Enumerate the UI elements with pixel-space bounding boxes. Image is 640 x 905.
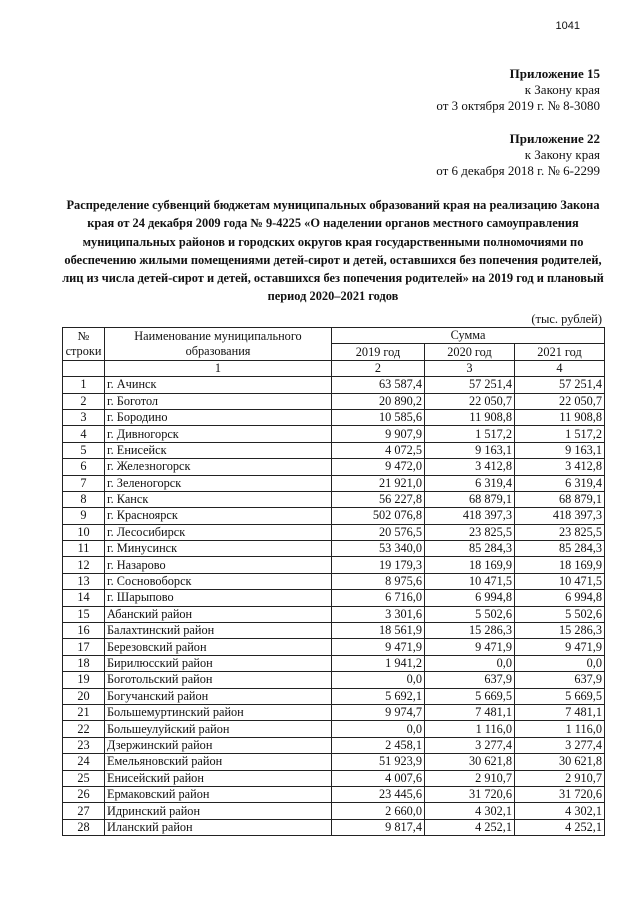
sum-2021-cell: 11 908,8: [515, 409, 605, 425]
municipality-name-cell: Боготольский район: [105, 672, 332, 688]
municipality-name-cell: г. Енисейск: [105, 442, 332, 458]
table-row: [63, 623, 605, 639]
table-row: [63, 426, 605, 442]
appendix-22-title: Приложение 22: [509, 131, 600, 146]
table-row: [63, 672, 605, 688]
row-number-cell: 5: [63, 442, 105, 458]
table-row: [63, 721, 605, 737]
municipality-name-cell: Иланский район: [105, 819, 332, 835]
sum-2020-cell: 31 720,6: [425, 786, 515, 802]
sum-2019-cell: 502 076,8: [332, 508, 425, 524]
table-row: [63, 639, 605, 655]
row-number-cell: 26: [63, 786, 105, 802]
row-number-cell: 25: [63, 770, 105, 786]
sum-2020-cell: 18 169,9: [425, 557, 515, 573]
index-cell: 3: [425, 360, 515, 376]
sum-2019-cell: 8 975,6: [332, 573, 425, 589]
sum-2020-cell: 22 050,7: [425, 393, 515, 409]
table-row: [63, 557, 605, 573]
table-row: [63, 541, 605, 557]
sum-2021-cell: 1 517,2: [515, 426, 605, 442]
sum-2021-cell: 68 879,1: [515, 491, 605, 507]
table-row: [63, 606, 605, 622]
units-label: (тыс. рублей): [531, 312, 602, 326]
sum-2019-cell: 23 445,6: [332, 786, 425, 802]
table-row: [63, 508, 605, 524]
sum-2021-cell: 1 116,0: [515, 721, 605, 737]
row-number-cell: 10: [63, 524, 105, 540]
row-number-cell: 19: [63, 672, 105, 688]
sum-2019-cell: 2 660,0: [332, 803, 425, 819]
sum-2020-cell: 6 994,8: [425, 590, 515, 606]
row-number-cell: 24: [63, 754, 105, 770]
row-number-cell: 21: [63, 704, 105, 720]
row-number-cell: 1: [63, 377, 105, 393]
table-row: [63, 819, 605, 835]
municipality-name-cell: г. Шарыпово: [105, 590, 332, 606]
municipality-name-cell: г. Сосновоборск: [105, 573, 332, 589]
municipality-name-cell: г. Красноярск: [105, 508, 332, 524]
sum-2020-cell: 418 397,3: [425, 508, 515, 524]
header-2019: 2019 год: [332, 344, 425, 360]
sum-2019-cell: 9 472,0: [332, 459, 425, 475]
table-row: [63, 393, 605, 409]
row-number-cell: 14: [63, 590, 105, 606]
sum-2021-cell: 30 621,8: [515, 754, 605, 770]
municipality-name-cell: г. Зеленогорск: [105, 475, 332, 491]
sum-2019-cell: 20 890,2: [332, 393, 425, 409]
sum-2021-cell: 2 910,7: [515, 770, 605, 786]
sum-2021-cell: 4 302,1: [515, 803, 605, 819]
sum-2021-cell: 10 471,5: [515, 573, 605, 589]
appendix-22-line2: от 6 декабря 2018 г. № 6-2299: [436, 163, 600, 178]
header-2021: 2021 год: [515, 344, 605, 360]
table-row: [63, 704, 605, 720]
row-number-cell: 4: [63, 426, 105, 442]
sum-2020-cell: 85 284,3: [425, 541, 515, 557]
table-row: [63, 655, 605, 671]
table-row: [63, 770, 605, 786]
sum-2019-cell: 9 907,9: [332, 426, 425, 442]
sum-2021-cell: 31 720,6: [515, 786, 605, 802]
row-number-cell: 13: [63, 573, 105, 589]
sum-2020-cell: 10 471,5: [425, 573, 515, 589]
sum-2019-cell: 18 561,9: [332, 623, 425, 639]
sum-2021-cell: 9 163,1: [515, 442, 605, 458]
sum-2020-cell: 3 277,4: [425, 737, 515, 753]
sum-2021-cell: 637,9: [515, 672, 605, 688]
sum-2019-cell: 3 301,6: [332, 606, 425, 622]
sum-2020-cell: 68 879,1: [425, 491, 515, 507]
table-row: [63, 409, 605, 425]
sum-2019-cell: 19 179,3: [332, 557, 425, 573]
municipality-name-cell: Енисейский район: [105, 770, 332, 786]
sum-2019-cell: 9 974,7: [332, 704, 425, 720]
column-index-row: [63, 360, 605, 376]
table-row: [63, 737, 605, 753]
sum-2019-cell: 1 941,2: [332, 655, 425, 671]
sum-2021-cell: 6 319,4: [515, 475, 605, 491]
table-row: [63, 803, 605, 819]
sum-2019-cell: 2 458,1: [332, 737, 425, 753]
sum-2020-cell: 1 517,2: [425, 426, 515, 442]
sum-2020-cell: 2 910,7: [425, 770, 515, 786]
table-row: [63, 491, 605, 507]
municipality-name-cell: Идринский район: [105, 803, 332, 819]
sum-2019-cell: 4 072,5: [332, 442, 425, 458]
sum-2021-cell: 3 412,8: [515, 459, 605, 475]
municipality-name-cell: Абанский район: [105, 606, 332, 622]
municipality-name-cell: Большеулуйский район: [105, 721, 332, 737]
sum-2021-cell: 18 169,9: [515, 557, 605, 573]
table-row: [63, 754, 605, 770]
sum-2019-cell: 51 923,9: [332, 754, 425, 770]
municipality-name-cell: г. Назарово: [105, 557, 332, 573]
sum-2021-cell: 3 277,4: [515, 737, 605, 753]
municipality-name-cell: Дзержинский район: [105, 737, 332, 753]
sum-2020-cell: 4 252,1: [425, 819, 515, 835]
municipality-name-cell: Березовский район: [105, 639, 332, 655]
index-cell: [63, 360, 105, 376]
sum-2021-cell: 9 471,9: [515, 639, 605, 655]
sum-2020-cell: 7 481,1: [425, 704, 515, 720]
sum-2019-cell: 9 817,4: [332, 819, 425, 835]
row-number-cell: 28: [63, 819, 105, 835]
row-number-cell: 2: [63, 393, 105, 409]
row-number-cell: 8: [63, 491, 105, 507]
row-number-cell: 27: [63, 803, 105, 819]
appendix-15-block: [436, 66, 600, 114]
table-row: [63, 590, 605, 606]
sum-2021-cell: 85 284,3: [515, 541, 605, 557]
sum-2020-cell: 23 825,5: [425, 524, 515, 540]
table-row: [63, 459, 605, 475]
municipality-name-cell: г. Лесосибирск: [105, 524, 332, 540]
municipality-name-cell: Емельяновский район: [105, 754, 332, 770]
row-number-cell: 6: [63, 459, 105, 475]
sum-2020-cell: 9 471,9: [425, 639, 515, 655]
sum-2020-cell: 11 908,8: [425, 409, 515, 425]
sum-2021-cell: 6 994,8: [515, 590, 605, 606]
page-number: 1041: [555, 20, 580, 32]
sum-2020-cell: 5 502,6: [425, 606, 515, 622]
appendix-22-block: [436, 131, 600, 179]
sum-2019-cell: 53 340,0: [332, 541, 425, 557]
sum-2019-cell: 21 921,0: [332, 475, 425, 491]
index-cell: 4: [515, 360, 605, 376]
municipality-name-cell: Бирилюсский район: [105, 655, 332, 671]
row-number-cell: 20: [63, 688, 105, 704]
row-number-cell: 3: [63, 409, 105, 425]
table-body: [63, 377, 605, 836]
row-number-cell: 22: [63, 721, 105, 737]
sum-2019-cell: 9 471,9: [332, 639, 425, 655]
sum-2020-cell: 0,0: [425, 655, 515, 671]
row-number-cell: 17: [63, 639, 105, 655]
row-number-cell: 11: [63, 541, 105, 557]
row-number-cell: 7: [63, 475, 105, 491]
sum-2019-cell: 0,0: [332, 672, 425, 688]
index-cell: 2: [332, 360, 425, 376]
subventions-table: [62, 327, 605, 836]
appendix-22-line1: к Закону края: [524, 147, 600, 162]
table-row: [63, 573, 605, 589]
municipality-name-cell: г. Ачинск: [105, 377, 332, 393]
municipality-name-cell: Богучанский район: [105, 688, 332, 704]
sum-2020-cell: 15 286,3: [425, 623, 515, 639]
sum-2019-cell: 10 585,6: [332, 409, 425, 425]
municipality-name-cell: Большемуртинский район: [105, 704, 332, 720]
table-row: [63, 786, 605, 802]
appendix-15-line1: к Закону края: [524, 82, 600, 97]
sum-2021-cell: 22 050,7: [515, 393, 605, 409]
sum-2021-cell: 57 251,4: [515, 377, 605, 393]
table-row: [63, 377, 605, 393]
sum-2020-cell: 57 251,4: [425, 377, 515, 393]
table-row: [63, 442, 605, 458]
table-row: [63, 524, 605, 540]
table-row: [63, 475, 605, 491]
row-number-cell: 15: [63, 606, 105, 622]
sum-2019-cell: 0,0: [332, 721, 425, 737]
sum-2020-cell: 9 163,1: [425, 442, 515, 458]
header-sum: Сумма: [332, 328, 605, 344]
municipality-name-cell: Ермаковский район: [105, 786, 332, 802]
sum-2019-cell: 56 227,8: [332, 491, 425, 507]
sum-2021-cell: 5 669,5: [515, 688, 605, 704]
sum-2021-cell: 23 825,5: [515, 524, 605, 540]
sum-2020-cell: 6 319,4: [425, 475, 515, 491]
municipality-name-cell: г. Дивногорск: [105, 426, 332, 442]
row-number-cell: 18: [63, 655, 105, 671]
sum-2020-cell: 637,9: [425, 672, 515, 688]
header-row-number: № строки: [63, 328, 105, 361]
sum-2019-cell: 20 576,5: [332, 524, 425, 540]
sum-2020-cell: 1 116,0: [425, 721, 515, 737]
sum-2021-cell: 418 397,3: [515, 508, 605, 524]
sum-2020-cell: 30 621,8: [425, 754, 515, 770]
sum-2021-cell: 5 502,6: [515, 606, 605, 622]
sum-2019-cell: 5 692,1: [332, 688, 425, 704]
municipality-name-cell: г. Железногорск: [105, 459, 332, 475]
row-number-cell: 12: [63, 557, 105, 573]
index-cell: 1: [105, 360, 332, 376]
appendix-15-line2: от 3 октября 2019 г. № 8-3080: [436, 98, 600, 113]
sum-2019-cell: 4 007,6: [332, 770, 425, 786]
row-number-cell: 9: [63, 508, 105, 524]
municipality-name-cell: Балахтинский район: [105, 623, 332, 639]
row-number-cell: 16: [63, 623, 105, 639]
sum-2021-cell: 0,0: [515, 655, 605, 671]
municipality-name-cell: г. Канск: [105, 491, 332, 507]
sum-2020-cell: 3 412,8: [425, 459, 515, 475]
sum-2019-cell: 63 587,4: [332, 377, 425, 393]
sum-2021-cell: 7 481,1: [515, 704, 605, 720]
municipality-name-cell: г. Бородино: [105, 409, 332, 425]
appendix-15-title: Приложение 15: [509, 66, 600, 81]
row-number-cell: 23: [63, 737, 105, 753]
header-2020: 2020 год: [425, 344, 515, 360]
sum-2021-cell: 4 252,1: [515, 819, 605, 835]
sum-2021-cell: 15 286,3: [515, 623, 605, 639]
table-row: [63, 688, 605, 704]
header-municipality-name: Наименование муниципального образования: [105, 328, 332, 361]
municipality-name-cell: г. Минусинск: [105, 541, 332, 557]
sum-2020-cell: 4 302,1: [425, 803, 515, 819]
sum-2020-cell: 5 669,5: [425, 688, 515, 704]
document-title: Распределение субвенций бюджетам муниципальных образований края на реализацию Закона края от 24 декабря 2009 года № 9-4225 «О наделении органов местного самоуправления муниципальных районов и городских округов края государственными полномочиями по обеспечению жилыми помещениями детей-сирот и детей, оставшихся без попечения родителей, лиц из числа детей-сирот и детей, оставшихся без попечения родителей» на 2019 год и плановый период 2020–2021 годов: [62, 198, 604, 304]
sum-2019-cell: 6 716,0: [332, 590, 425, 606]
municipality-name-cell: г. Боготол: [105, 393, 332, 409]
